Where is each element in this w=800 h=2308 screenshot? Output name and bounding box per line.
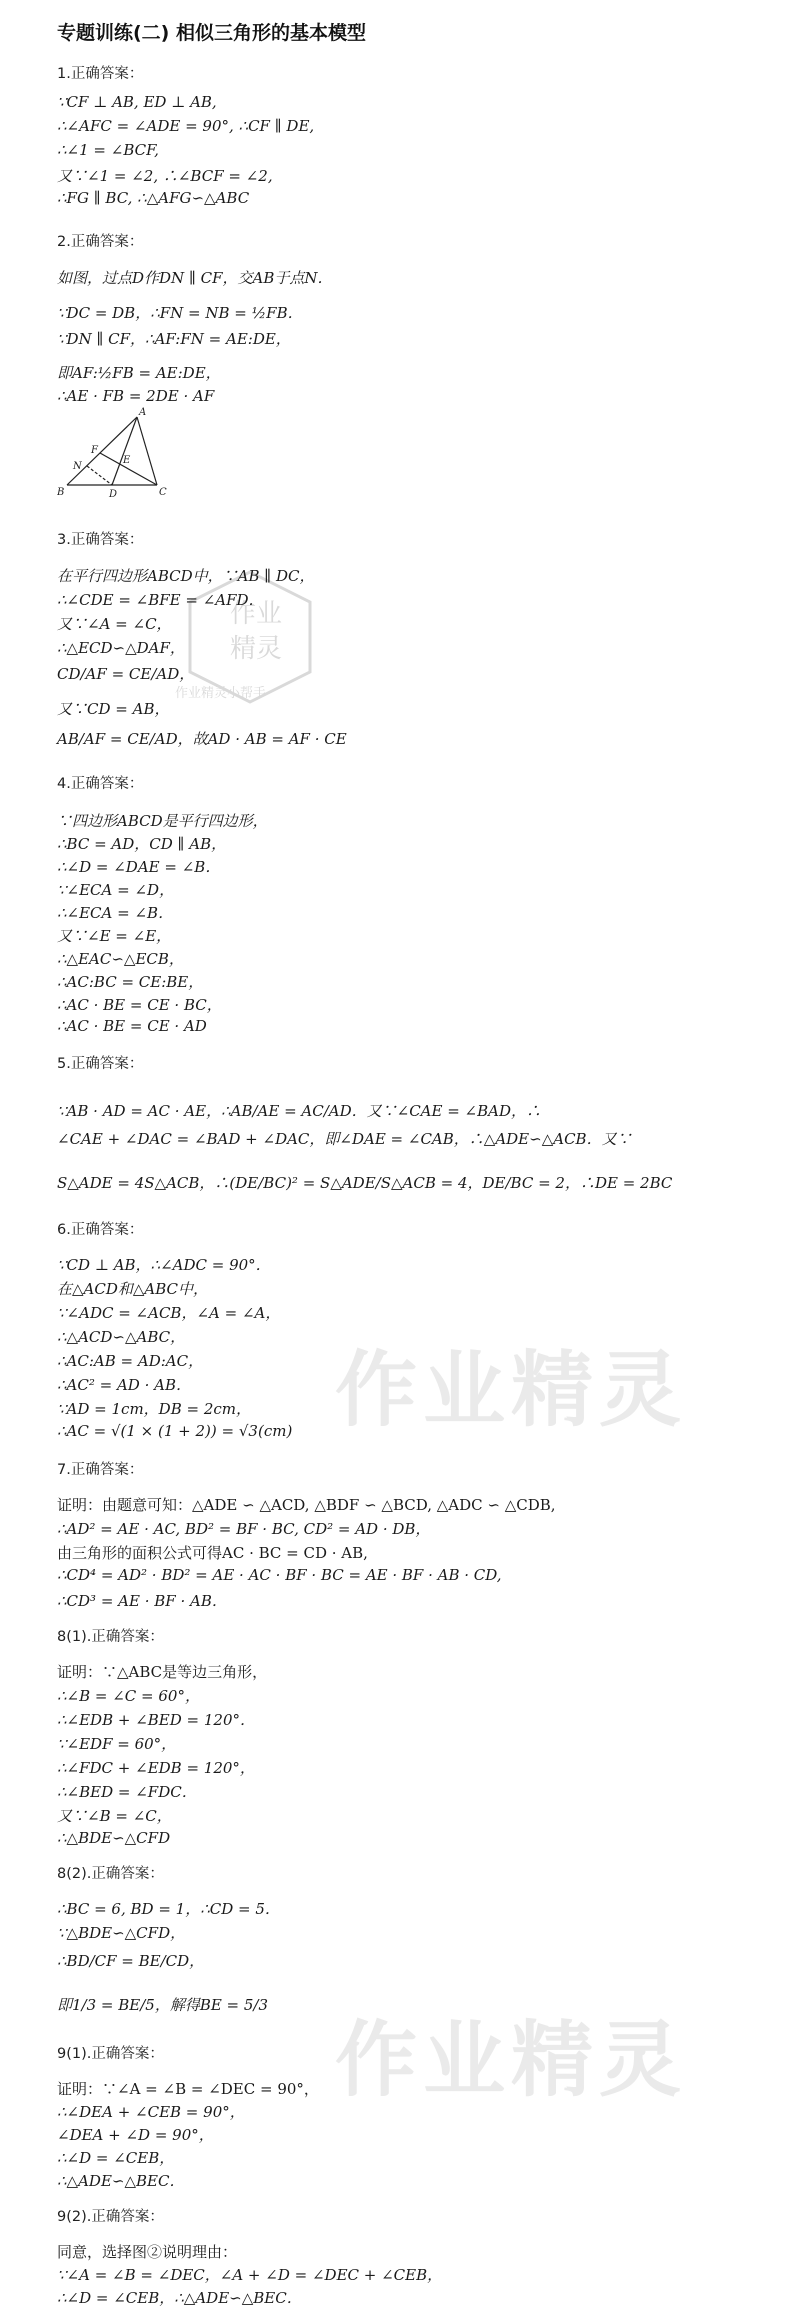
answer-heading: 8(1).正确答案： — [57, 1629, 164, 1645]
solution-line: ∴∠FDC + ∠EDB = 120°， — [57, 1759, 255, 1777]
solution-line: ∵∠ECA = ∠D， — [57, 881, 175, 899]
solution-line: 证明：∵∠A = ∠B = ∠DEC = 90°， — [57, 2080, 319, 2098]
solution-line: ∴CD³ = AE · BF · AB． — [57, 1592, 227, 1610]
solution-line: ∴△ECD∽△DAF， — [57, 639, 185, 657]
solution-line: ∴△BDE∽△CFD — [57, 1829, 171, 1847]
answer-heading: 3.正确答案： — [57, 532, 144, 548]
solution-line: ∴AC:BC = CE:BE， — [57, 973, 204, 991]
solution-line: ∵四边形ABCD是平行四边形， — [57, 812, 268, 830]
solution-line: 又∵∠A = ∠C， — [57, 615, 172, 633]
solution-line: ∴△ADE∽△BEC． — [57, 2172, 185, 2190]
point-label-d: D — [109, 489, 118, 500]
stamp-text: 作业 — [230, 599, 283, 629]
solution-line: AB/AF = CE/AD，故AD · AB = AF · CE — [57, 730, 347, 748]
solution-line: 由三角形的面积公式可得AC · BC = CD · AB, — [57, 1544, 368, 1562]
solution-line: ∴∠AFC = ∠ADE = 90°, ∴CF ∥ DE, — [57, 117, 315, 135]
solution-line: ∴AC² = AD · AB． — [57, 1376, 191, 1394]
triangle-figure — [57, 405, 167, 500]
point-label-f: F — [91, 445, 98, 456]
point-label-c: C — [159, 487, 167, 498]
solution-line: ∴△ACD∽△ABC， — [57, 1328, 186, 1346]
solution-line: ∵CF ⊥ AB, ED ⊥ AB, — [57, 93, 217, 111]
solution-line: ∴∠EDB + ∠BED = 120°． — [57, 1711, 256, 1729]
solution-line: ∴∠DEA + ∠CEB = 90°， — [57, 2103, 245, 2121]
watermark: 作业精灵 — [335, 1343, 688, 1438]
answer-heading: 9(2).正确答案： — [57, 2209, 164, 2225]
solution-line: ∴∠D = ∠CEB，∴△ADE∽△BEC． — [57, 2289, 302, 2307]
solution-line: ∵∠A = ∠B = ∠DEC，∠A + ∠D = ∠DEC + ∠CEB， — [57, 2266, 443, 2284]
solution-line: 又∵∠1 = ∠2, ∴∠BCF = ∠2, — [57, 167, 273, 185]
answer-heading: 6.正确答案： — [57, 1222, 144, 1238]
solution-line: 又∵CD = AB， — [57, 700, 170, 718]
solution-line: ∵△BDE∽△CFD， — [57, 1924, 186, 1942]
solution-line: ∴BD/CF = BE/CD， — [57, 1952, 205, 1970]
solution-line: ∵∠EDF = 60°， — [57, 1735, 177, 1753]
solution-line: ∴∠D = ∠DAE = ∠B． — [57, 858, 221, 876]
stamp-text: 作业精灵小帮手 — [175, 686, 267, 701]
solution-line: 在平行四边形ABCD中，∵AB ∥ DC， — [57, 567, 315, 585]
stamp-text: 精灵 — [230, 634, 283, 664]
solution-line: ∵∠ADC = ∠ACB，∠A = ∠A， — [57, 1304, 281, 1322]
solution-line: ∴∠CDE = ∠BFE = ∠AFD． — [57, 591, 264, 609]
answer-heading: 8(2).正确答案： — [57, 1866, 164, 1882]
answer-heading: 5.正确答案： — [57, 1056, 144, 1072]
solution-line: ∴△EAC∽△ECB， — [57, 950, 184, 968]
solution-line: ∴∠ECA = ∠B． — [57, 904, 174, 922]
solution-line: 如图，过点D作DN ∥ CF，交AB于点N． — [57, 269, 333, 287]
solution-line: ∠CAE + ∠DAC = ∠BAD + ∠DAC，即∠DAE = ∠CAB，∴△ADE∽△ACB．又∵ — [57, 1130, 632, 1148]
watermark: 作业精灵 — [335, 2013, 688, 2108]
solution-line: ∴∠D = ∠CEB， — [57, 2149, 175, 2167]
solution-line: 又∵∠E = ∠E， — [57, 927, 172, 945]
solution-line: ∴AC:AB = AD:AC， — [57, 1352, 204, 1370]
answer-heading: 1.正确答案： — [57, 66, 144, 82]
solution-line: ∴FG ∥ BC, ∴△AFG∽△ABC — [57, 189, 250, 207]
page-title: 专题训练(二) 相似三角形的基本模型 — [57, 22, 366, 44]
solution-line: 在△ACD和△ABC中， — [57, 1280, 209, 1298]
solution-line: ∴∠BED = ∠FDC． — [57, 1783, 197, 1801]
solution-line: ∴CD⁴ = AD² · BD² = AE · AC · BF · BC = AE · BF · AB · CD, — [57, 1566, 502, 1584]
solution-line: 即1/3 = BE/5，解得BE = 5/3 — [57, 1996, 269, 2014]
answer-heading: 9(1).正确答案： — [57, 2046, 164, 2062]
solution-line: CD/AF = CE/AD， — [57, 665, 195, 683]
solution-line: ∵AB · AD = AC · AE，∴AB/AE = AC/AD．又∵∠CAE = ∠BAD，∴ — [57, 1102, 542, 1120]
solution-line: ∴∠B = ∠C = 60°， — [57, 1687, 200, 1705]
point-label-a: A — [139, 407, 147, 418]
solution-line: 同意，选择图②说明理由： — [57, 2243, 238, 2261]
solution-line: ∵DN ∥ CF，∴AF:FN = AE:DE， — [57, 330, 291, 348]
solution-line: 证明：由题意可知：△ADE ∽ △ACD, △BDF ∽ △BCD, △ADC ∽ △CDB, — [57, 1496, 556, 1514]
solution-line: ∴AC = √(1 × (1 + 2)) = √3(cm) — [57, 1422, 293, 1440]
solution-line: ∠DEA + ∠D = 90°， — [57, 2126, 214, 2144]
solution-line: 又∵∠B = ∠C， — [57, 1807, 172, 1825]
answer-heading: 4.正确答案： — [57, 776, 144, 792]
answer-heading: 7.正确答案： — [57, 1462, 144, 1478]
solution-line: ∴AC · BE = CE · BC， — [57, 996, 222, 1014]
solution-line: ∵DC = DB，∴FN = NB = ½FB． — [57, 304, 303, 322]
solution-line: ∴AD² = AE · AC, BD² = BF · BC, CD² = AD · DB， — [57, 1520, 431, 1538]
solution-line: ∴∠1 = ∠BCF, — [57, 141, 159, 159]
point-label-e: E — [123, 455, 131, 466]
point-label-b: B — [57, 487, 65, 498]
point-label-n: N — [73, 461, 82, 472]
solution-line: ∴BC = 6, BD = 1，∴CD = 5． — [57, 1900, 280, 1918]
solution-line: ∵CD ⊥ AB，∴∠ADC = 90°． — [57, 1256, 271, 1274]
solution-line: 即AF:½FB = AE:DE， — [57, 364, 221, 382]
solution-line: S△ADE = 4S△ACB，∴(DE/BC)² = S△ADE/S△ACB = 4，DE/BC = 2，∴DE = 2BC — [57, 1174, 673, 1192]
solution-line: ∴AE · FB = 2DE · AF — [57, 387, 215, 405]
answer-heading: 2.正确答案： — [57, 234, 144, 250]
solution-line: ∴BC = AD，CD ∥ AB， — [57, 835, 227, 853]
solution-line: ∴AC · BE = CE · AD — [57, 1017, 207, 1035]
solution-line: 证明：∵△ABC是等边三角形， — [57, 1663, 268, 1681]
solution-line: ∵AD = 1cm，DB = 2cm， — [57, 1400, 251, 1418]
